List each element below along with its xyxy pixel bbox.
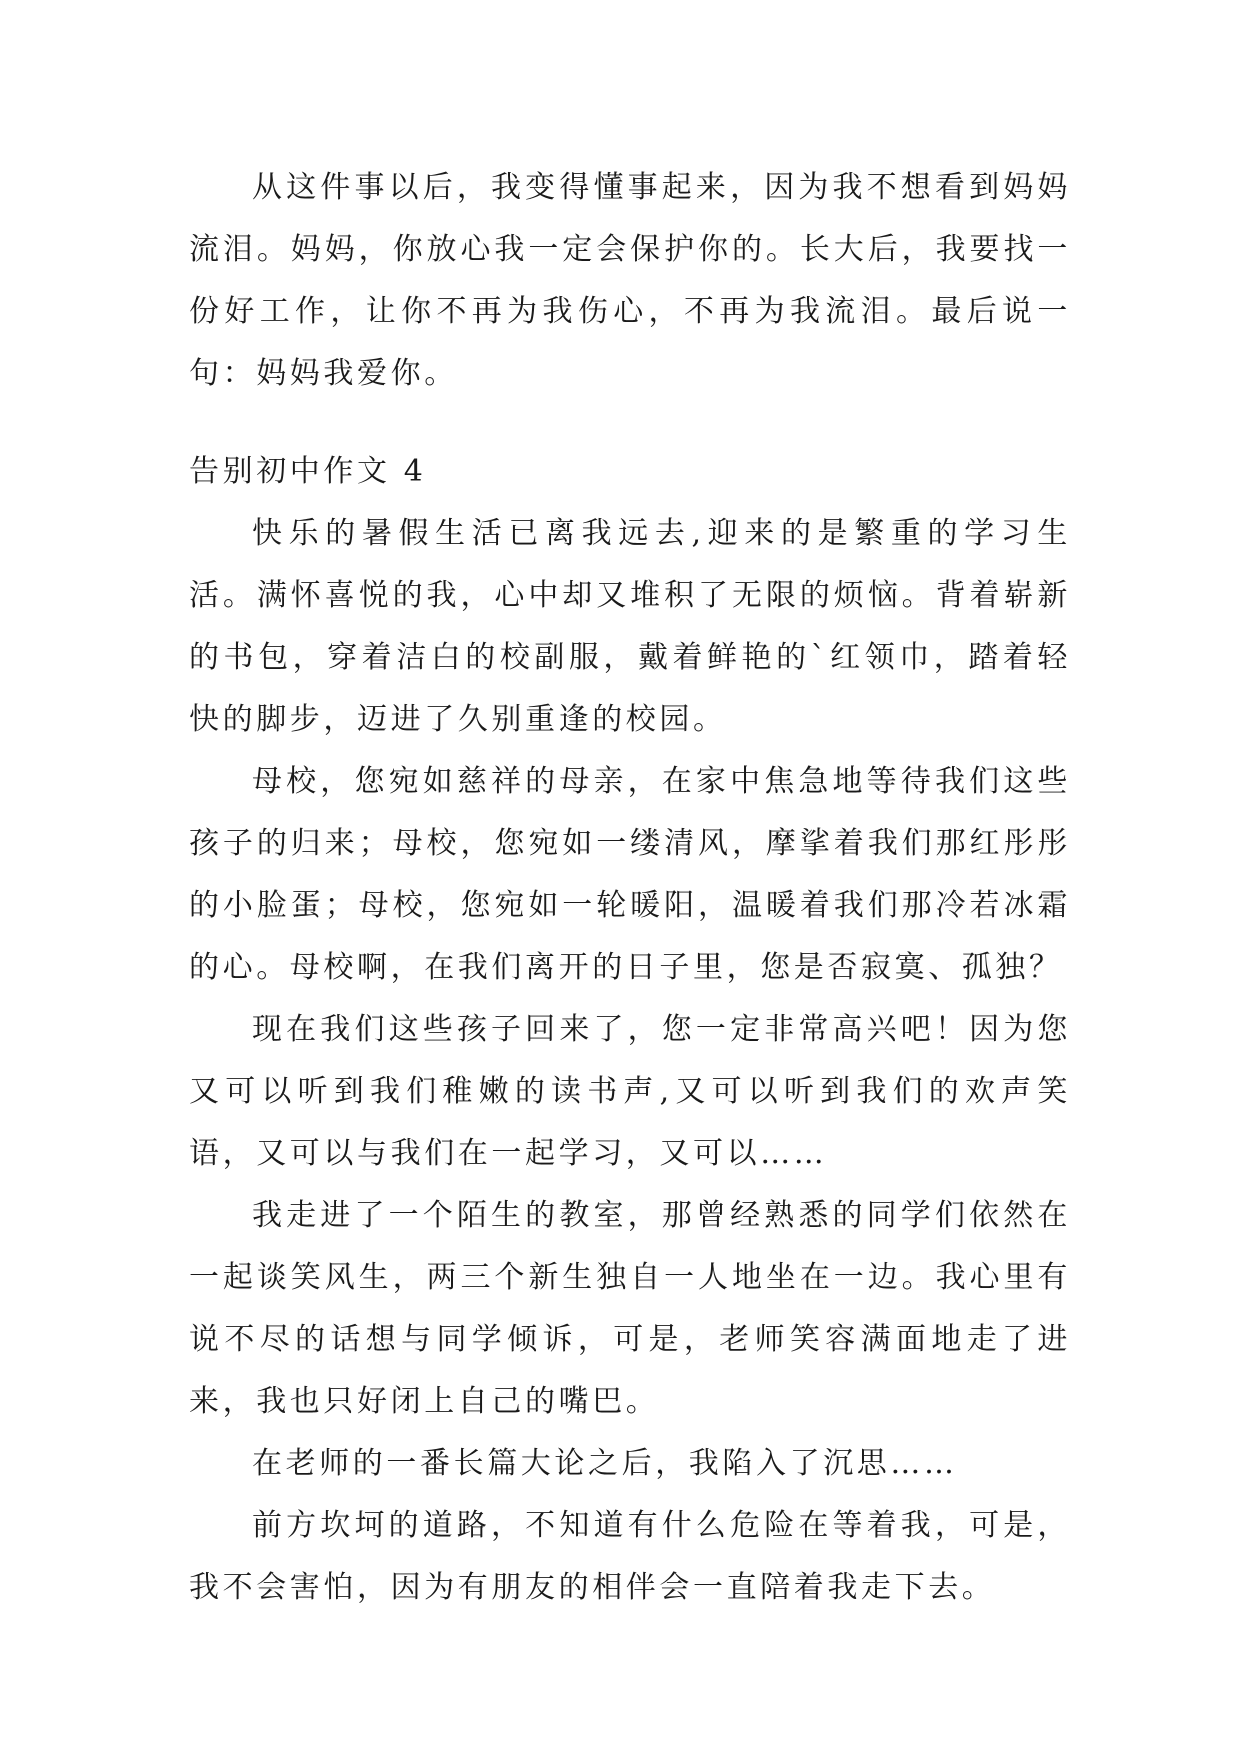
essay-paragraph-6: 前方坎坷的道路，不知道有什么危险在等着我，可是，我不会害怕，因为有朋友的相伴会一直陪着我走下去。	[189, 1508, 1071, 1605]
essay-section	[189, 441, 1071, 1619]
essay-paragraph-3: 现在我们这些孩子回来了，您一定非常高兴吧！因为您又可以听到我们稚嫩的读书声,又可以听到我们的欢声笑语，又可以与我们在一起学习，又可以……	[189, 1012, 1071, 1171]
section-title: 告别初中作文 4	[189, 454, 427, 489]
essay-paragraph-5: 在老师的一番长篇大论之后，我陷入了沉思……	[252, 1446, 958, 1481]
essay-paragraph-1: 快乐的暑假生活已离我远去,迎来的是繁重的学习生活。满怀喜悦的我，心中却又堆积了无限的烦恼。背着崭新的书包，穿着洁白的校副服，戴着鲜艳的`红领巾，踏着轻快的脚步，迈进了久别重逢的校园。	[189, 516, 1071, 737]
essay-paragraph-4: 我走进了一个陌生的教室，那曾经熟悉的同学们依然在一起谈笑风生，两三个新生独自一人地坐在一边。我心里有说不尽的话想与同学倾诉，可是，老师笑容满面地走了进来，我也只好闭上自己的嘴巴。	[189, 1198, 1071, 1419]
intro-paragraph: 从这件事以后，我变得懂事起来，因为我不想看到妈妈流泪。妈妈，你放心我一定会保护你的。长大后，我要找一份好工作，让你不再为我伤心，不再为我流泪。最后说一句：妈妈我爱你。	[189, 170, 1071, 391]
intro-section	[189, 157, 1071, 405]
essay-paragraph-2: 母校，您宛如慈祥的母亲，在家中焦急地等待我们这些孩子的归来；母校，您宛如一缕清风，摩挲着我们那红彤彤的小脸蛋；母校，您宛如一轮暖阳，温暖着我们那冷若冰霜的心。母校啊，在我们离开的日子里，您是否寂寞、孤独？	[189, 764, 1071, 985]
